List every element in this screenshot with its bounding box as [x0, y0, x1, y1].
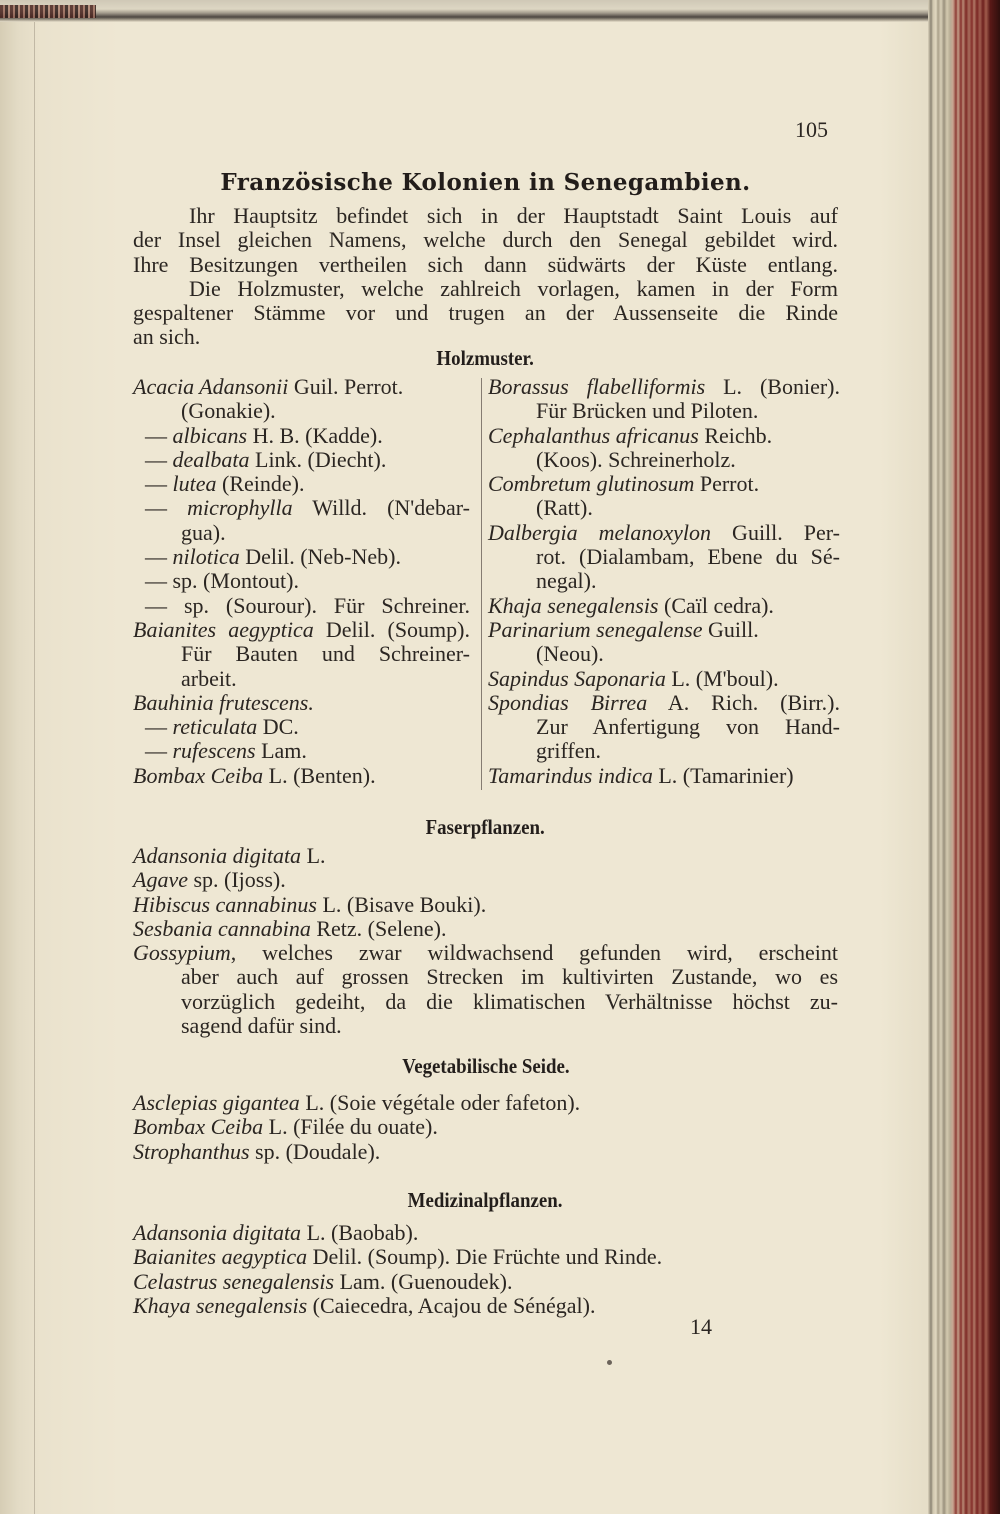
entry-text: aber auch auf grossen Strecken im kultivirten Zustande, wo es — [181, 964, 838, 990]
species-name: Bombax Ceiba — [133, 762, 264, 788]
species-name: Acacia Adansonii — [133, 374, 289, 399]
entry-line — [133, 893, 838, 917]
entry-line — [133, 618, 470, 642]
entry-text: Link. (Diecht). — [249, 446, 387, 472]
entry-line — [133, 545, 470, 569]
paragraph-line: der Insel gleichen Namens, welche durch den Senegal gebildet wird. — [133, 227, 838, 253]
column-divider — [481, 378, 482, 790]
entry-text: Lam. — [255, 738, 307, 764]
species-name: Hibiscus cannabinus — [133, 891, 317, 917]
entry-text: Delil. (Neb-Neb). — [239, 544, 401, 570]
section-heading-faserpflanzen — [133, 815, 838, 839]
species-name: Borassus flabelliformis — [488, 374, 706, 399]
section-heading-medizinalpflanzen — [133, 1188, 838, 1212]
species-name: lutea — [172, 471, 217, 497]
medizinal-list — [133, 1221, 838, 1318]
entry-line — [133, 844, 838, 868]
species-name: Adansonia digitata — [133, 1220, 302, 1245]
entry-text: L. (Bisave Bouki). — [316, 891, 487, 917]
entry-line — [488, 496, 840, 520]
ditto-dash: — — [145, 714, 173, 740]
entry-line — [133, 1115, 838, 1139]
species-name: Sapindus Saponaria — [488, 665, 666, 691]
entry-line — [488, 472, 840, 496]
species-name: Parinarium senegalense — [488, 616, 703, 642]
entry-line — [488, 545, 840, 569]
entry-line — [488, 691, 840, 715]
species-name: Bauhinia frutescens. — [133, 689, 314, 715]
entry-line — [133, 399, 470, 423]
entry-line — [133, 424, 470, 448]
species-name: microphylla — [187, 495, 293, 521]
entry-line — [488, 521, 840, 545]
entry-line — [133, 569, 470, 593]
entry-line — [133, 715, 470, 739]
paragraph-line: Ihre Besitzungen vertheilen sich dann südwärts der Küste entlang. — [133, 251, 838, 277]
entry-line — [133, 642, 470, 666]
entry-text: , welches zwar wildwachsend gefunden wird, erscheint — [230, 940, 838, 966]
entry-line — [133, 1270, 838, 1294]
species-name: Adansonia digitata — [133, 843, 302, 868]
entry-text: sp. (Doudale). — [249, 1138, 381, 1164]
entry-text: L. (Soie végétale oder fafeton). — [299, 1090, 581, 1115]
species-name: reticulata — [172, 714, 258, 740]
top-page-edge — [0, 0, 1000, 22]
entry-line — [133, 941, 838, 965]
entry-line — [133, 691, 470, 715]
species-name: Strophanthus — [133, 1138, 250, 1164]
entry-text: DC. — [257, 714, 299, 740]
entry-text: Perrot. — [694, 471, 760, 497]
entry-line — [488, 667, 840, 691]
entry-text: (Neou). — [536, 641, 604, 667]
holzmuster-right-column — [488, 375, 840, 788]
section-heading-text: Holzmuster. — [436, 346, 535, 370]
species-name: Khaja senegalensis — [488, 592, 659, 618]
ditto-dash: — — [145, 495, 188, 521]
entry-text: — sp. (Montout). — [145, 568, 299, 594]
section-heading-holzmuster — [133, 346, 838, 370]
entry-line — [133, 917, 838, 941]
entry-line — [133, 990, 838, 1014]
species-name: dealbata — [172, 446, 250, 472]
entry-line — [488, 375, 840, 399]
entry-text: — sp. (Sourour). Für Schreiner. — [145, 592, 470, 618]
entry-text: sagend dafür sind. — [181, 1013, 342, 1039]
seide-list — [133, 1091, 838, 1164]
entry-text: rot. (Dialambam, Ebene du Sé- — [536, 544, 840, 570]
entry-line — [133, 667, 470, 691]
marbled-edge — [0, 5, 96, 18]
entry-text: Guill. Per- — [711, 519, 841, 545]
entry-text: L. (Baobab). — [301, 1220, 419, 1245]
entry-text: L. (Benten). — [263, 762, 376, 788]
entry-text: Für Brücken und Piloten. — [536, 398, 759, 424]
entry-text: A. Rich. (Birr.). — [647, 689, 840, 715]
entry-line — [133, 375, 470, 399]
species-name: Bombax Ceiba — [133, 1114, 264, 1140]
entry-line — [488, 715, 840, 739]
paragraph-line: an sich. — [133, 324, 201, 350]
entry-line — [488, 569, 840, 593]
entry-line — [133, 1091, 838, 1115]
entry-line — [133, 521, 470, 545]
entry-line — [488, 594, 840, 618]
entry-text: L. (Bonier). — [705, 374, 841, 399]
species-name: Tamarindus indica — [488, 762, 653, 788]
binding-crease — [34, 22, 35, 1514]
entry-line — [488, 424, 840, 448]
entry-text: Reichb. — [698, 422, 773, 448]
section-heading-text: Faserpflanzen. — [425, 815, 546, 839]
section-heading-text: Medizinalpflanzen. — [408, 1188, 563, 1212]
entry-line — [133, 1245, 838, 1269]
entry-text: Zur Anfertigung von Hand- — [536, 714, 840, 740]
entry-text: (Reinde). — [216, 471, 305, 497]
species-name: albicans — [172, 422, 248, 448]
entry-text: arbeit. — [181, 665, 237, 691]
entry-line — [488, 642, 840, 666]
entry-text: Retz. (Selene). — [310, 915, 447, 941]
entry-line — [133, 594, 470, 618]
species-name: Cephalanthus africanus — [488, 422, 699, 448]
species-name: nilotica — [172, 544, 240, 570]
entry-line — [133, 739, 470, 763]
species-name: Combretum glutinosum — [488, 471, 695, 497]
entry-line — [133, 1014, 838, 1038]
ink-dot — [607, 1360, 612, 1365]
faserpflanzen-list — [133, 844, 838, 1038]
entry-text: Für Bauten und Schreiner- — [181, 641, 470, 667]
species-name: Spondias Birrea — [488, 689, 648, 715]
species-name: Baianites aegyptica — [133, 1244, 308, 1270]
entry-text: Delil. (Soump). — [313, 616, 470, 642]
entry-text: (Koos). Schreinerholz. — [536, 446, 736, 472]
page-title: Französische Kolonien in Senegambien. — [220, 169, 751, 196]
entry-line — [133, 472, 470, 496]
entry-line — [488, 739, 840, 763]
entry-text: Guill. — [702, 616, 759, 642]
entry-line — [133, 496, 470, 520]
section-heading-text: Vegetabilische Seide. — [401, 1054, 570, 1078]
entry-text: H. B. (Kadde). — [247, 422, 383, 448]
entry-text: L. (Filée du ouate). — [263, 1114, 438, 1140]
paragraph-line: Ihr Hauptsitz befindet sich in der Hauptstadt Saint Louis auf — [189, 203, 838, 228]
entry-text: gua). — [181, 519, 226, 545]
species-name: Celastrus senegalensis — [133, 1268, 335, 1294]
species-name: Dalbergia melanoxylon — [488, 519, 712, 545]
species-name: Baianites aegyptica — [133, 616, 314, 642]
entry-line — [133, 764, 470, 788]
entry-text: L. (M'boul). — [665, 665, 779, 691]
entry-text: L. — [301, 843, 326, 868]
entry-line — [133, 1140, 838, 1164]
page-edges-right — [928, 0, 1000, 1514]
entry-line — [488, 618, 840, 642]
species-name: Sesbania cannabina — [133, 915, 311, 941]
intro-paragraph — [133, 204, 838, 350]
ditto-dash: — — [145, 471, 173, 497]
entry-line — [133, 448, 470, 472]
section-heading-seide — [133, 1054, 838, 1078]
ditto-dash: — — [145, 422, 173, 448]
entry-text: (Caiecedra, Acajou de Sénégal). — [307, 1292, 596, 1318]
holzmuster-left-column — [133, 375, 470, 788]
entry-text: sp. (Ijoss). — [187, 867, 286, 893]
entry-line — [488, 399, 840, 423]
entry-text: Lam. (Guenoudek). — [334, 1268, 513, 1294]
entry-text: vorzüglich gedeiht, da die klimatischen Verhältnisse höchst zu- — [181, 988, 838, 1014]
entry-text: negal). — [536, 568, 597, 594]
page-number: 105 — [795, 117, 828, 142]
entry-text: (Gonakie). — [181, 398, 276, 424]
species-name: Khaya senegalensis — [133, 1292, 308, 1318]
species-name: Asclepias gigantea — [133, 1090, 300, 1115]
entry-line — [133, 1294, 838, 1318]
entry-line — [133, 1221, 838, 1245]
ditto-dash: — — [145, 738, 173, 764]
ditto-dash: — — [145, 446, 173, 472]
species-name: Gossypium — [133, 940, 231, 966]
paragraph-line: gespaltener Stämme vor und trugen an der Aussenseite die Rinde — [133, 300, 838, 326]
entry-text: (Ratt). — [536, 495, 593, 521]
signature-mark: 14 — [690, 1314, 712, 1339]
entry-text: Guil. Perrot. — [288, 374, 404, 399]
entry-text: griffen. — [536, 738, 601, 764]
entry-text: Delil. (Soump). Die Früchte und Rinde. — [307, 1244, 663, 1270]
ditto-dash: — — [145, 544, 173, 570]
entry-line — [133, 965, 838, 989]
entry-line — [488, 764, 840, 788]
entry-text: Willd. (N'debar- — [292, 495, 471, 521]
entry-line — [488, 448, 840, 472]
entry-line — [133, 868, 838, 892]
species-name: Agave — [133, 867, 188, 893]
entry-text: L. (Tamarinier) — [652, 762, 794, 788]
paragraph-line: Die Holzmuster, welche zahlreich vorlagen, kamen in der Form — [189, 275, 838, 301]
entry-text: (Caïl cedra). — [658, 592, 774, 618]
species-name: rufescens — [172, 738, 256, 764]
